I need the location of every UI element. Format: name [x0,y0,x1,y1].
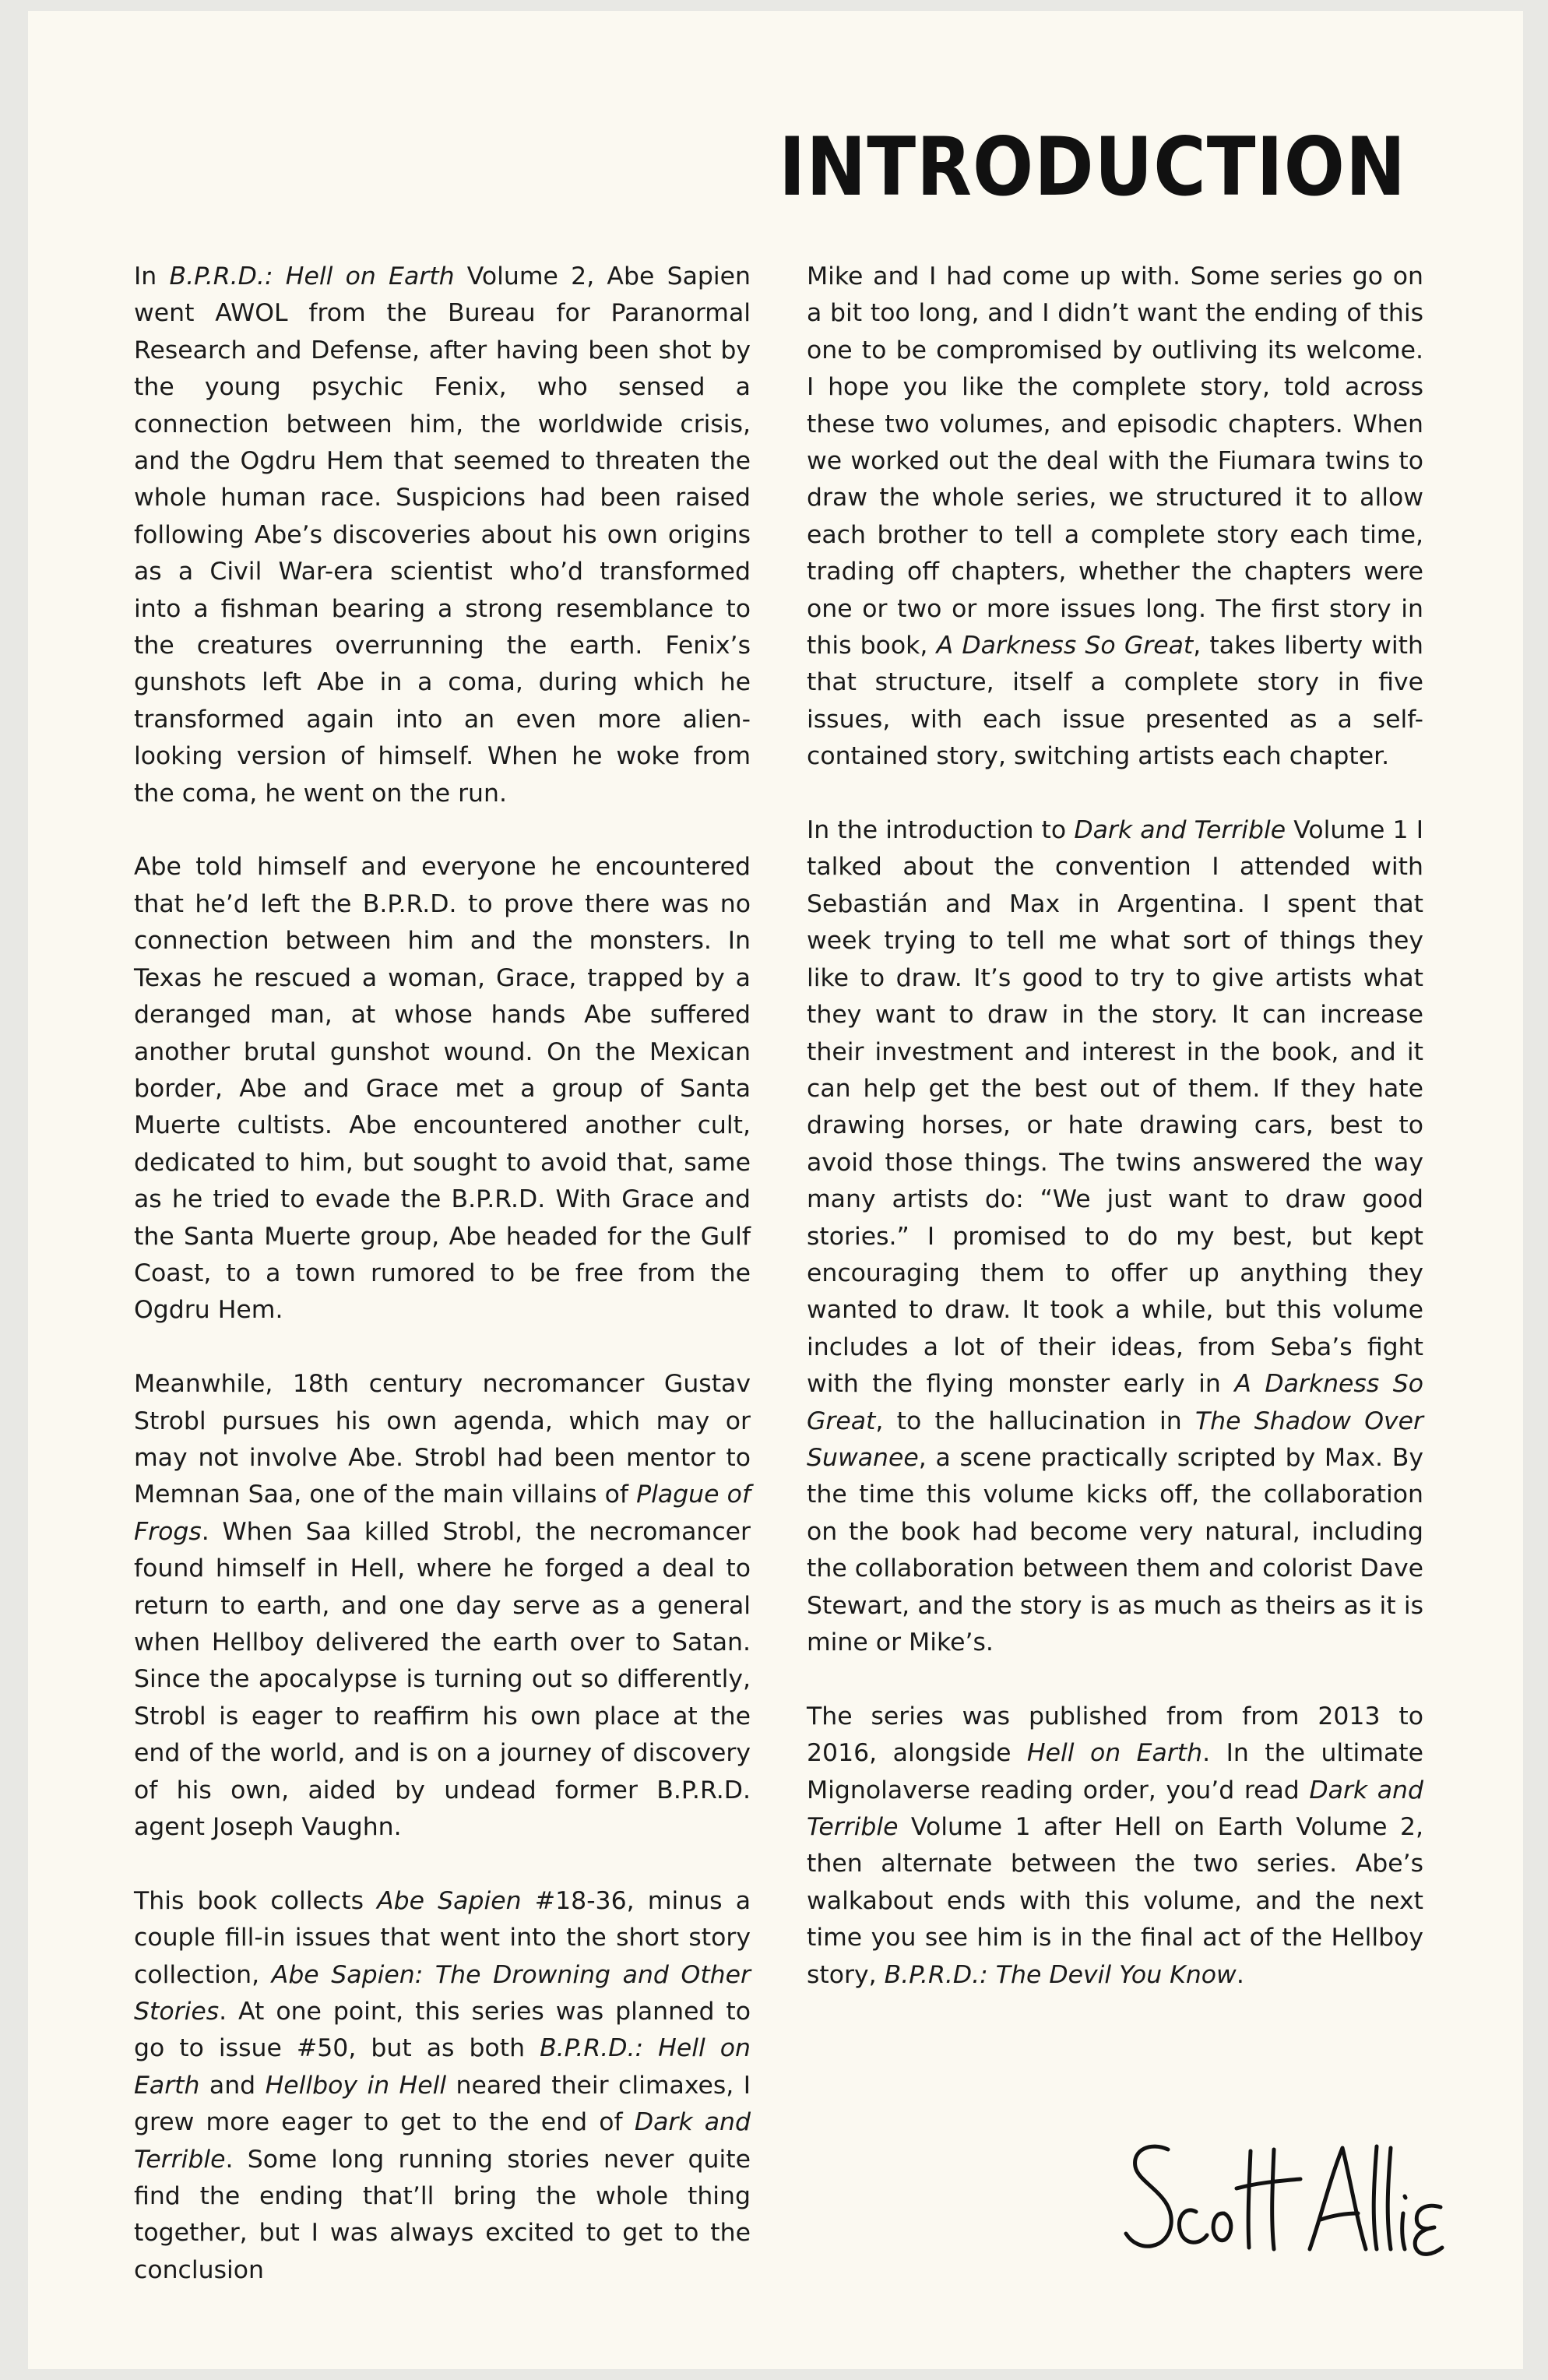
right-paragraph [807,812,1423,1661]
italic-title: Dark and Terrible [1074,816,1286,845]
text-run: Volume 1 after Hell on Earth Volume 2, then alternate between the two series. Abe’s walkabout ends with this volume, and the next time you see him is in the final act of the Hellboy story, [807,1813,1423,1989]
italic-title: The Shadow Over Suwanee [807,1407,1424,1472]
text-run: The series was published from from 2013 to 2016, alongside [807,1702,1423,1768]
text-run: , takes liberty with that structure, itself a complete story in five issues, with each issue presented as a self-contained story, switching artists each chapter. [807,632,1423,771]
page [28,11,1523,2369]
text-run: and [199,2071,266,2100]
signature-drawing [1120,2132,1447,2273]
text-run: In the introduction to [807,816,1075,845]
italic-title: Dark and Terrible [134,2108,751,2174]
text-run: . [1236,1960,1244,1989]
right-column [807,259,1423,1994]
italic-title: B.P.R.D.: The Devil You Know [884,1960,1237,1989]
signature [1120,2132,1447,2273]
right-paragraph [807,259,1423,776]
text-run: Meanwhile, 18th century necromancer Gustav Strobl pursues his own agenda, which may or may not involve Abe. Strobl had been mentor to Memnan Saa, one of the main villains of [134,1370,751,1509]
text-run: Volume 2, Abe Sapien went AWOL from the Bureau for Paranormal Research and Defense, after having been shot by the young psychic Fenix, who sensed a connection between him, the worldwide crisis, and the Ogdru Hem that seemed to threaten the whole human race. Suspicions had been raised following Abe’s discoveries about his own origins as a Civil War-era scientist who’d transformed into a fishman bearing a strong resemblance to the creatures overrunning the earth. Fenix’s gunshots left Abe in a coma, during which he transformed again into an even more alien-looking version of himself. When he woke from the coma, he went on the run. [134,262,751,808]
italic-title: Abe Sapien [377,1886,522,1915]
right-paragraph [807,1699,1423,1994]
left-paragraph [134,849,751,1329]
left-paragraph [134,259,751,812]
italic-title: Abe Sapien: The Drowning and Other Stories [134,1960,751,2026]
text-run: , a scene practically scripted by Max. By the time this volume kicks off, the collaboration on the book had become very natural, including the collaboration between them and colorist Dave Stewart, and the story is as much as theirs as it is mine or Mike’s. [807,1443,1423,1657]
text-run: . In the ultimate Mignolaverse reading order, you’d read [807,1739,1423,1804]
page-title: INTRODUCTION [779,121,1406,214]
italic-title: Hellboy in Hell [265,2071,447,2100]
italic-title: Hell on Earth [1026,1739,1203,1768]
italic-title: A Darkness So Great [936,632,1194,660]
text-run: Mike and I had come up with. Some series go on a bit too long, and I didn’t want the ending of this one to be compromised by outliving its welcome. I hope you like the complete story, told across these two volumes, and episodic chapters. When we worked out the deal with the Fiumara twins to draw the whole series, we structured it to allow each brother to tell a complete story each time, trading off chapters, whether the chapters were one or two or more issues long. The first story in this book, [807,262,1423,660]
italic-title: Dark and Terrible [807,1776,1423,1842]
text-run: . When Saa killed Strobl, the necromancer found himself in Hell, where he forged a deal to return to earth, and one day serve as a general when Hellboy delivered the earth over to Satan. Since the apocalypse is turning out so differently, Strobl is eager to reaffirm his own place at the end of the world, and is on a journey of discovery of his own, aided by undead former B.P.R.D. agent Joseph Vaughn. [134,1517,751,1842]
text-run: Volume 1 I talked about the convention I attended with Sebastián and Max in Argentina. I spent that week trying to tell me what sort of things they like to draw. It’s good to try to give artists what they want to draw in the story. It can increase their investment and interest in the book, and it can help get the best out of them. If they hate drawing horses, or hate drawing cars, best to avoid those things. The twins answered the way many artists do: “We just want to draw good stories.” I promised to do my best, but kept encouraging them to offer up anything they wanted to draw. It took a while, but this volume includes a lot of their ideas, from Seba’s fight with the flying monster early in [807,816,1423,1399]
text-run: #18-36, minus a couple fill-in issues that went into the short story collection, [134,1886,751,1989]
text-run: Abe told himself and everyone he encountered that he’d left the B.P.R.D. to prove there was no connection between him and the monsters. In Texas he rescued a woman, Grace, trapped by a deranged man, at whose hands Abe suffered another brutal gunshot wound. On the Mexican border, Abe and Grace met a group of Santa Muerte cultists. Abe encountered another cult, dedicated to him, but sought to avoid that, same as he tried to evade the B.P.R.D. With Grace and the Santa Muerte group, Abe headed for the Gulf Coast, to a town rumored to be free from the Ogdru Hem. [134,853,751,1325]
left-paragraph [134,1883,751,2289]
text-run: neared their climaxes, I grew more eager to get to the end of [134,2071,751,2137]
italic-title: Plague of Frogs [134,1480,751,1546]
text-run: This book collects [134,1886,378,1915]
italic-title: A Darkness So Great [807,1370,1423,1435]
text-run: In [134,262,170,290]
text-run: , to the hallucination in [875,1407,1195,1435]
text-run: . At one point, this series was planned to go to issue #50, but as both [134,1998,751,2063]
text-run: . Some long running stories never quite find the ending that’ll bring the whole thing together, but I was always excited to get to the conclusion [134,2145,751,2284]
italic-title: B.P.R.D.: Hell on Earth [134,2034,751,2100]
left-column [134,259,751,2289]
left-paragraph [134,1366,751,1846]
italic-title: B.P.R.D.: Hell on Earth [169,262,455,290]
